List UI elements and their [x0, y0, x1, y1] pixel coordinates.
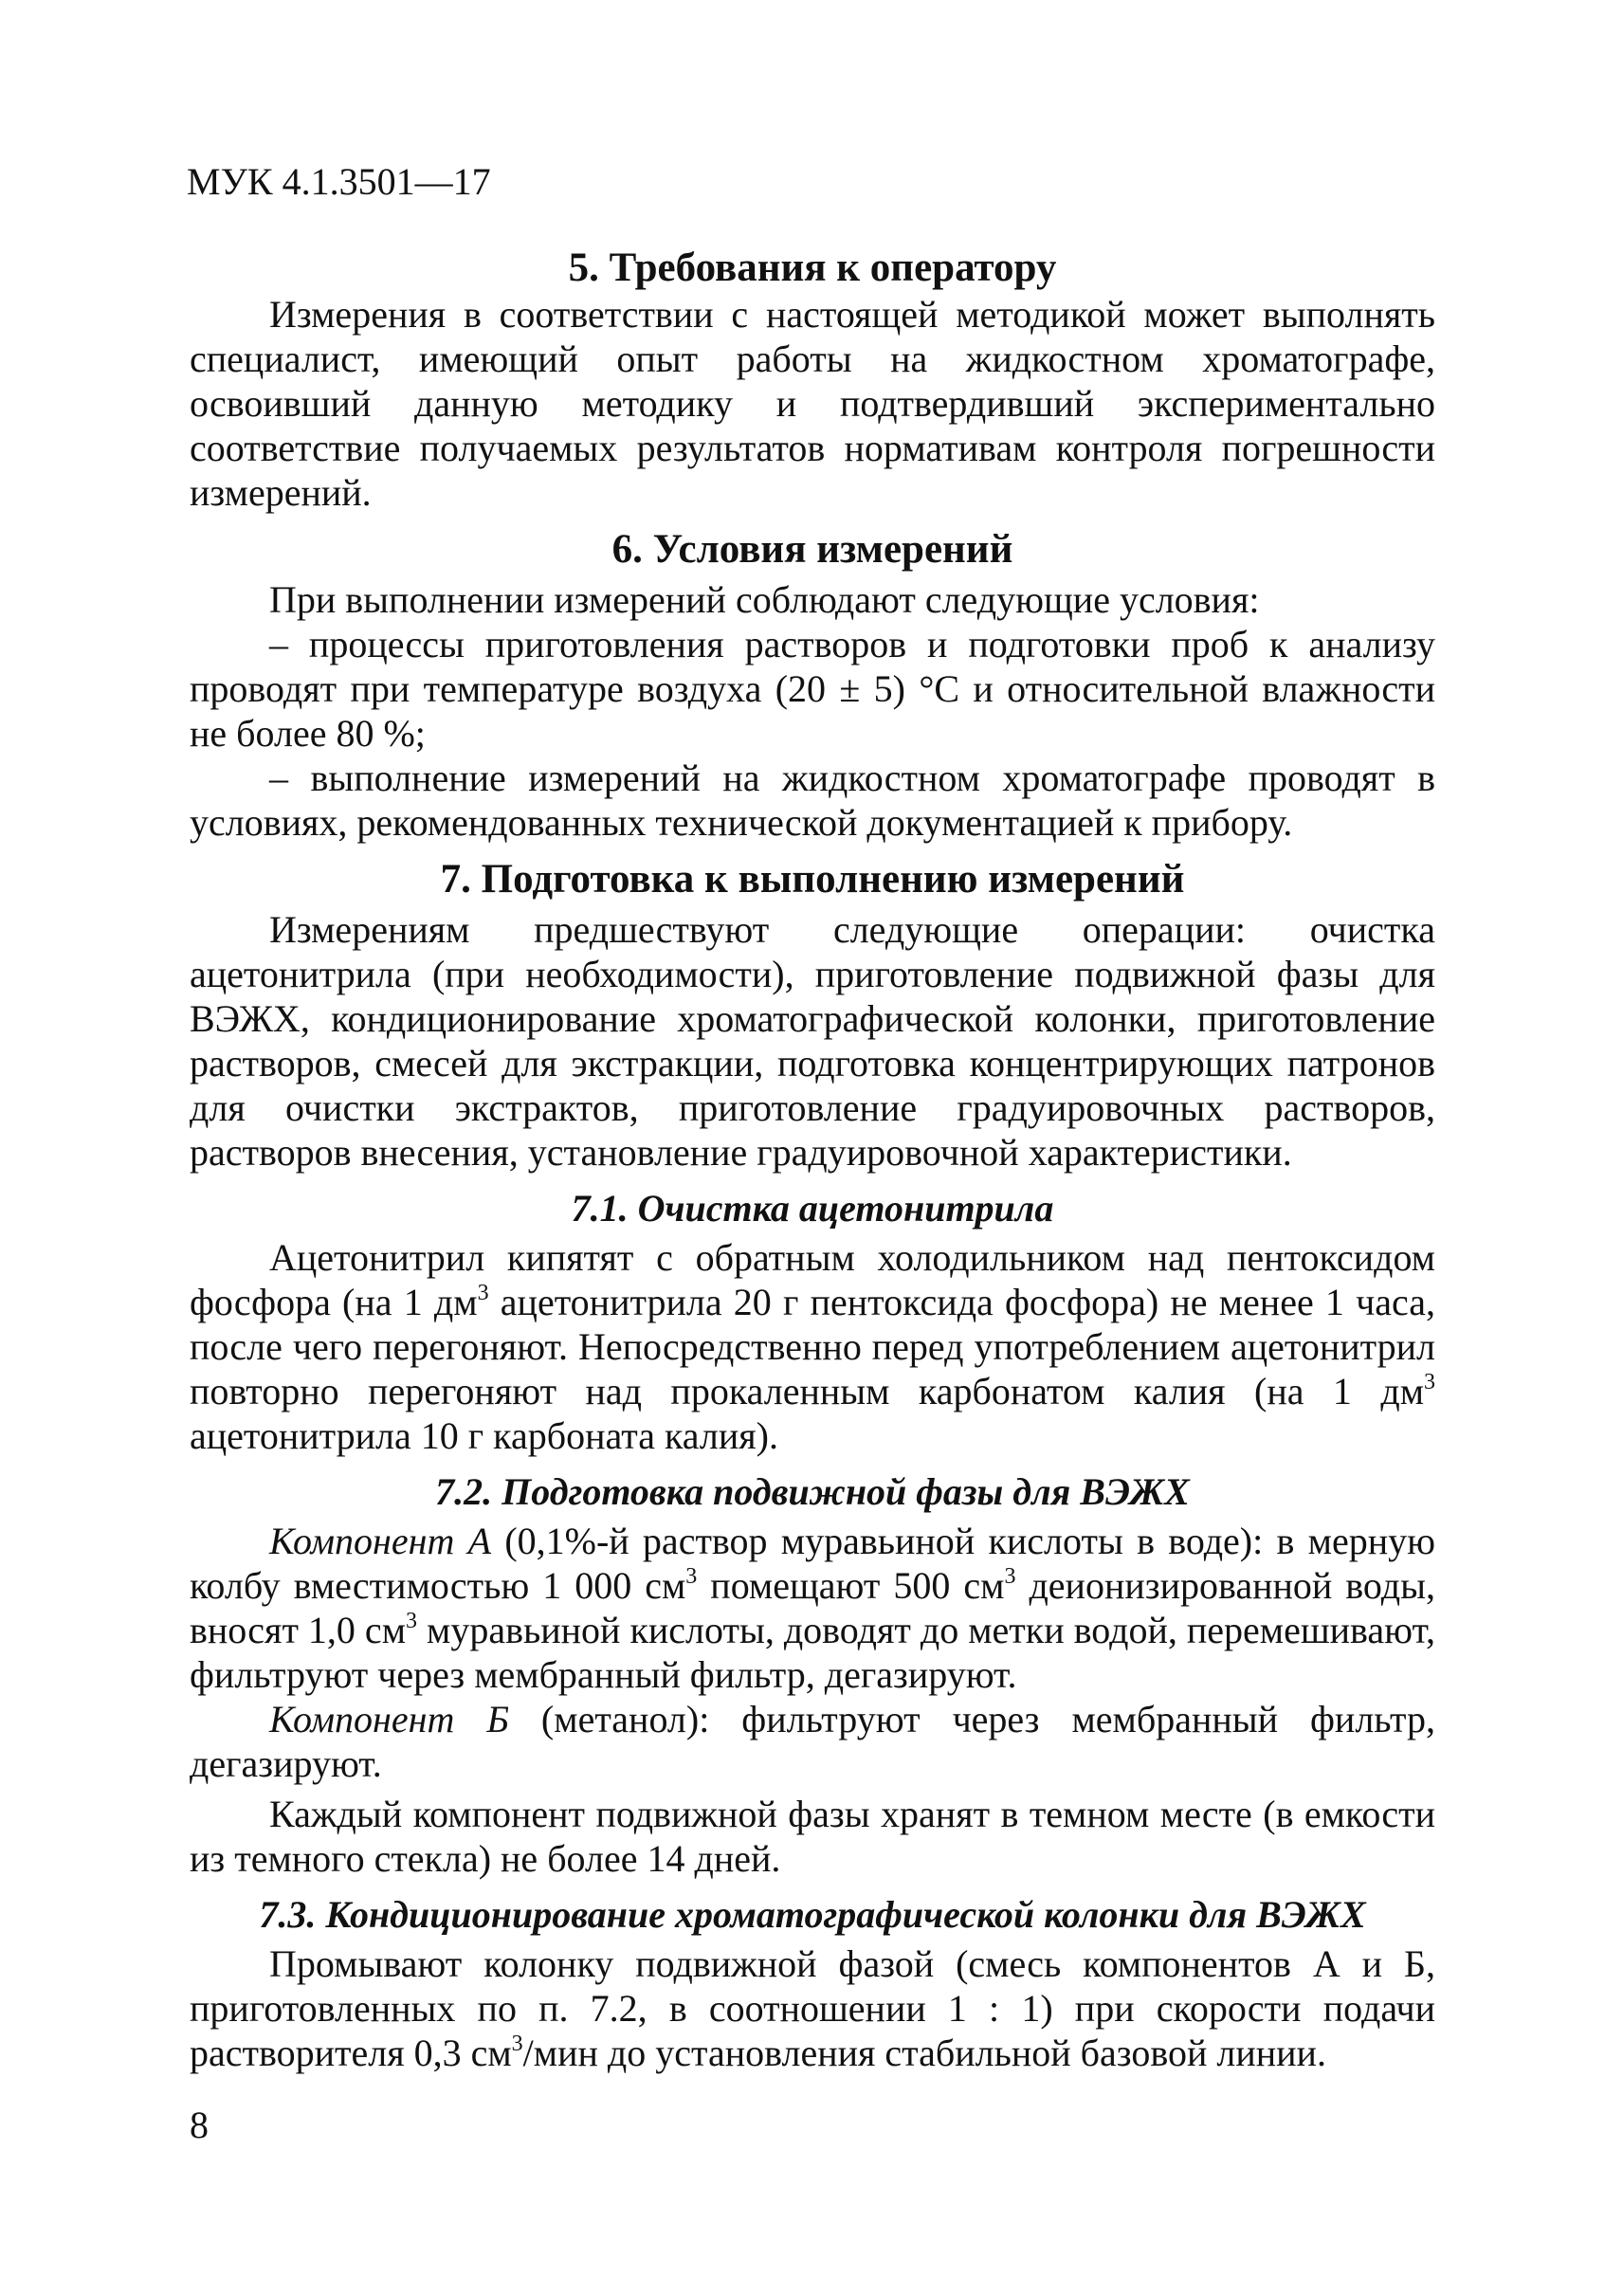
- text-run: (метанол): фильтруют через мембранный фильтр, дегазируют.: [190, 1698, 1435, 1785]
- superscript: 3: [685, 1564, 698, 1589]
- component-b-paragraph: [190, 1697, 1435, 1786]
- section-6-intro: При выполнении измерений соблюдают следующие условия:: [269, 578, 1260, 621]
- text-run: /мин до установления стабильной базовой линии.: [522, 2032, 1326, 2074]
- section-5-paragraph: Измерения в соответствии с настоящей методикой может выполнять специалист, имеющий опыт работы на жидкостном хроматографе, освоивший данную методику и подтвердивший экспериментально соответствие получаемых результатов нормативам контроля погрешности измерений.: [190, 293, 1435, 514]
- storage-paragraph: Каждый компонент подвижной фазы хранят в темном месте (в емкости из темного стекла) не более 14 дней.: [190, 1793, 1435, 1880]
- text-run: Промывают колонку подвижной фазой (смесь компонентов А и Б, приготовленных по п. 7.2, в соотношении 1 : 1) при скорости подачи растворителя 0,3 см: [190, 1942, 1435, 2074]
- superscript: 3: [1424, 1370, 1435, 1394]
- section-6-title: 6. Условия измерений: [611, 527, 1013, 572]
- superscript: 3: [406, 1609, 418, 1633]
- section-7-1-title: 7.1. Очистка ацетонитрила: [571, 1187, 1054, 1230]
- component-a-paragraph: [190, 1519, 1435, 1697]
- superscript: 3: [1004, 1564, 1016, 1589]
- section-7-1-paragraph: [190, 1235, 1435, 1458]
- page-content: [190, 245, 1435, 2075]
- section-5-title: 5. Требования к оператору: [568, 246, 1057, 290]
- text-run: муравьиной кислоты, доводят до метки водой, перемешивают, фильтруют через мембранный фильтр, дегазируют.: [190, 1609, 1435, 1696]
- superscript: 3: [511, 2032, 523, 2056]
- page-number: 8: [190, 2104, 209, 2146]
- section-7-2-title: 7.2. Подготовка подвижной фазы для ВЭЖХ: [435, 1470, 1190, 1513]
- section-6-item-2: – выполнение измерений на жидкостном хроматографе проводят в условиях, рекомендованных технической документацией к прибору.: [190, 756, 1435, 844]
- text-run: Ацетонитрил кипятят с обратным холодильником над пентоксидом фосфора (на 1 дм: [190, 1236, 1435, 1323]
- text-run: ацетонитрила 10 г карбоната калия).: [190, 1414, 778, 1457]
- superscript: 3: [477, 1281, 489, 1305]
- section-7-paragraph: Измерениям предшествуют следующие операции: очистка ацетонитрила (при необходимости), приготовление подвижной фазы для ВЭЖХ, кондиционирование хроматографической колонки, приготовление растворов, смесей для экстракции, подготовка концентрирующих патронов для очистки экстрактов, приготовление градуировочных растворов, растворов внесения, установление градуировочной характеристики.: [190, 908, 1435, 1174]
- text-run: деионизированной воды, вносят 1,0 см: [190, 1564, 1435, 1651]
- component-b-label: Компонент Б: [269, 1698, 509, 1740]
- section-7-3-title: 7.3. Кондиционирование хроматографической колонки для ВЭЖХ: [259, 1893, 1366, 1936]
- section-7-3-paragraph: [190, 1941, 1435, 2075]
- text-run: (0,1%-й раствор муравьиной кислоты в воде): в мерную колбу вместимостью 1 000 см: [190, 1520, 1435, 1607]
- text-run: ацетонитрила 20 г пентоксида фосфора) не менее 1 часа, после чего перегоняют. Непосредственно перед употреблением ацетонитрил повторно перегоняют над прокаленным карбонатом калия (на 1 дм: [190, 1281, 1435, 1412]
- section-6-item-1: – процессы приготовления растворов и подготовки проб к анализу проводят при температуре воздуха (20 ± 5) °С и относительной влажности не более 80 %;: [190, 623, 1435, 755]
- document-code: МУК 4.1.3501—17: [187, 160, 491, 203]
- section-7-title: 7. Подготовка к выполнению измерений: [440, 857, 1185, 902]
- component-a-label: Компонент А: [269, 1520, 492, 1562]
- text-run: помещают 500 см: [697, 1564, 1005, 1607]
